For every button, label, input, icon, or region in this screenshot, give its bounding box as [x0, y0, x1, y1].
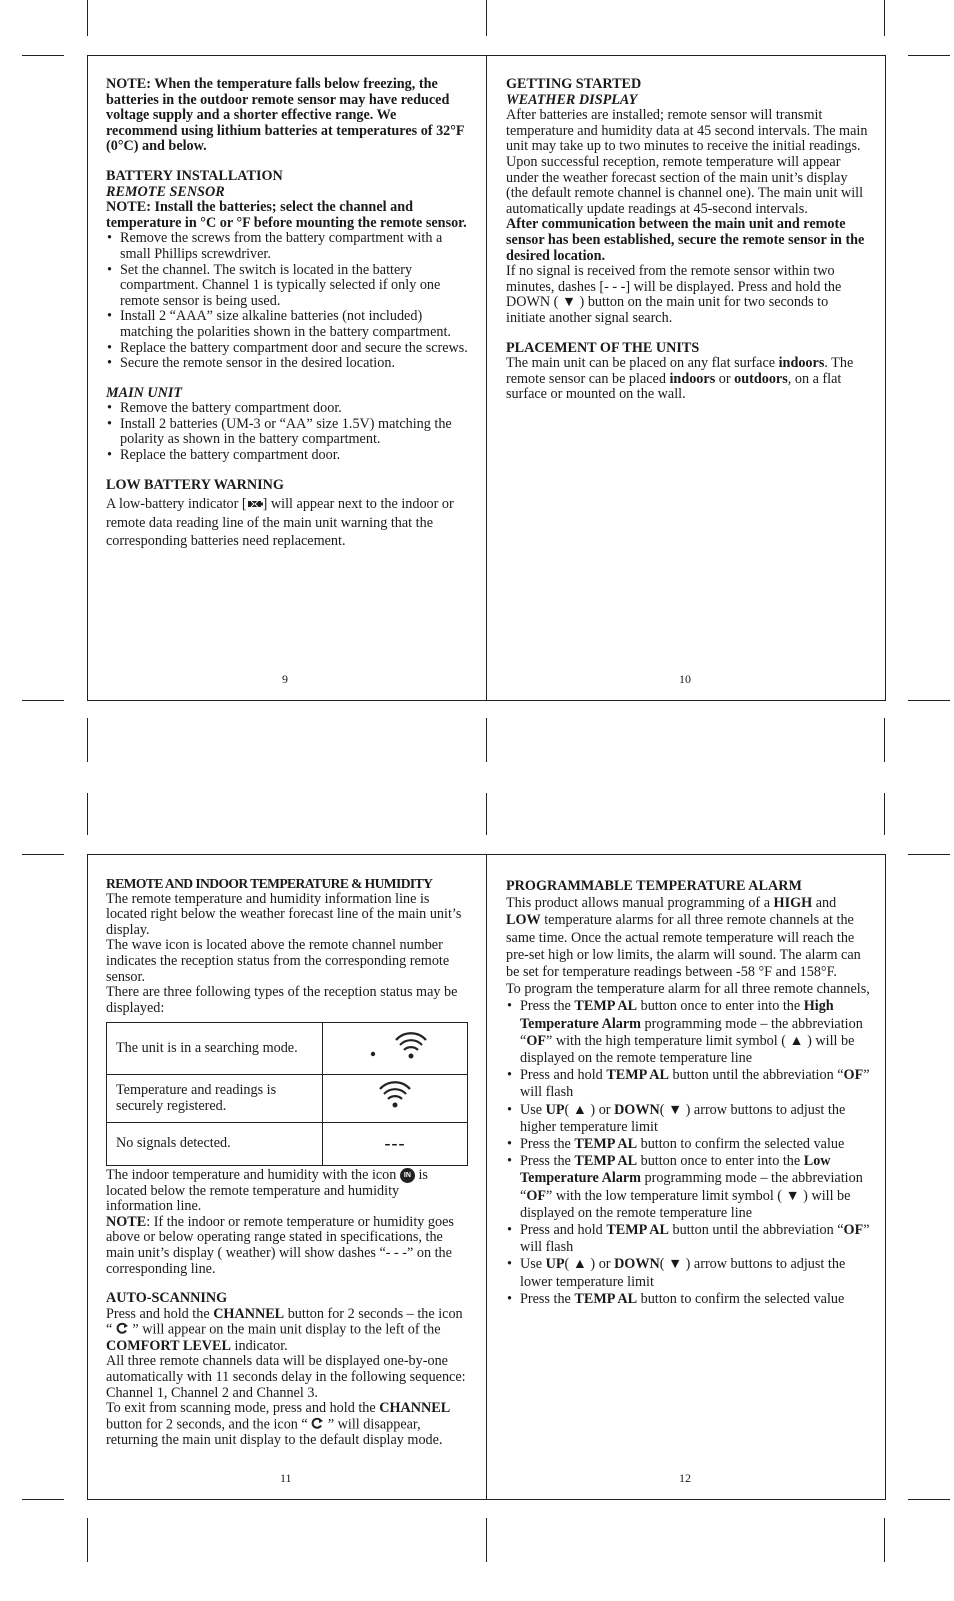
t: ” with the low temperature limit symbol (: [546, 1187, 783, 1204]
placement-text-c: . The remote sensor can be placed: [506, 355, 854, 387]
intro-b: and: [812, 895, 837, 912]
page-number-11: 11: [280, 1471, 292, 1485]
t: Press the: [520, 1136, 575, 1153]
t: ) or: [590, 1101, 615, 1118]
t: ) or: [590, 1256, 615, 1273]
list-item: • Remove the screws from the battery compartment with a small Phillips screwdriver.: [106, 231, 468, 262]
crop-mark: [908, 700, 950, 701]
status-text: The unit is in a searching mode.: [107, 1023, 323, 1075]
status-text: No signals detected.: [107, 1122, 323, 1165]
crop-mark: [884, 793, 885, 835]
list-item: [506, 1153, 870, 1222]
as3-c: ” will disappear, returning the main unit display to the default display mode.: [106, 1416, 443, 1449]
main-unit-steps: [106, 401, 468, 463]
up-arrow-icon: ▲: [789, 1032, 804, 1049]
table-row: [107, 1023, 468, 1075]
placement-text-f: outdoors: [734, 370, 788, 387]
searching-signal-icon: [323, 1023, 468, 1075]
t: TEMP AL: [606, 1067, 669, 1084]
crop-mark: [22, 1499, 64, 1500]
weather-display-text: After batteries are installed; remote sensor will transmit temperature and humidity data at 45 second intervals. The main unit may take up to two minutes to receive the initial readings. Upon successful reception, remote temperature will appear under the weather forecast section of the main unit’s display (the default remote channel is channel one). The main unit will automatically update readings at 45-second intervals.: [506, 107, 868, 217]
placement-text-a: The main unit can be placed on any flat surface: [506, 355, 779, 372]
t: button to confirm the selected value: [637, 1136, 845, 1153]
t: Use: [520, 1256, 546, 1273]
crop-mark: [884, 1518, 885, 1562]
list-item: [506, 1067, 870, 1101]
page-10: [506, 77, 868, 403]
as-d: indicator.: [230, 1337, 288, 1354]
down-arrow-icon: ▼: [668, 1256, 683, 1273]
low-battery-text-a: A low-battery indicator [: [106, 496, 247, 513]
intro-c: temperature alarms for all three remote channels at the same time. Once the actual remote temperature will reach the pre-set high or low limits, the alarm will sound. The alarm can be set for temperature readings between -58 °F and 158°F.: [506, 912, 861, 981]
main-unit-subheading: MAIN UNIT: [106, 384, 183, 401]
crop-mark: [884, 0, 885, 36]
indoor-in-icon: IN: [400, 1168, 415, 1183]
crop-mark: [908, 854, 950, 855]
t: OF: [843, 1067, 864, 1084]
down-arrow-icon: ▼: [668, 1101, 683, 1118]
status-text: Temperature and readings is securely registered.: [107, 1075, 323, 1123]
no-signal-text-b: ) button on the main unit for two seconds to initiate another signal search.: [506, 294, 829, 326]
remote-indoor-text-3: There are three following types of the reception status may be displayed:: [106, 984, 458, 1016]
t: ” will flash: [520, 1222, 870, 1256]
as-a: Press and hold the: [106, 1305, 214, 1322]
no-signal-text: [506, 264, 868, 326]
no-signal-text-a: If no signal is received from the remote sensor within two minutes, dashes [- - -] will be displayed. Press and hold the DOWN (: [506, 263, 842, 311]
t: TEMP AL: [574, 1136, 638, 1153]
signal-waves-icon: [323, 1075, 468, 1123]
scan-loop-icon: [311, 1417, 324, 1434]
install-note: NOTE: Install the batteries; select the channel and temperature in °C or °F before mounting the remote sensor.: [106, 199, 467, 231]
up-arrow-icon: ▲: [572, 1256, 587, 1273]
t: OF: [526, 1032, 547, 1049]
intro-a: This product allows manual programming of a: [506, 895, 774, 912]
placement-text-g: , on a flat surface or mounted on the wall.: [506, 370, 842, 403]
list-item: • Set the channel. The switch is located in the battery compartment. Channel 1 is typically selected if only one remote sensor is being used.: [106, 263, 468, 310]
t: OF: [843, 1222, 864, 1239]
as-comfort: COMFORT LEVEL: [106, 1337, 231, 1354]
t: ) will be displayed on the remote temperature line: [520, 1187, 851, 1221]
as-b: button for 2 seconds – the icon “: [106, 1305, 463, 1338]
down-arrow-icon: ▼: [785, 1187, 800, 1204]
t: High Temperature Alarm: [520, 998, 834, 1032]
remote-sensor-steps: [106, 231, 468, 371]
t: ) will be displayed on the remote temperature line: [520, 1032, 855, 1067]
intro-low: LOW: [506, 912, 541, 929]
auto-scanning-text-3: [106, 1401, 468, 1449]
t: Press and hold: [520, 1222, 607, 1239]
alarm-intro: [506, 895, 870, 981]
crop-mark: [22, 854, 64, 855]
crop-mark: [486, 1518, 487, 1562]
crop-mark: [908, 1499, 950, 1500]
t: DOWN: [614, 1101, 660, 1118]
reception-status-table: [106, 1022, 468, 1166]
low-battery-text: [106, 495, 468, 550]
list-item: • Install 2 batteries (UM-3 or “AA” size 1.5V) matching the polarity as shown in the battery compartment.: [106, 417, 468, 448]
auto-scanning-heading: AUTO-SCANNING: [106, 1290, 228, 1307]
list-item: • Use UP( ▲ ) or DOWN( ▼ ) arrow buttons to adjust the higher temperature limit: [506, 1102, 870, 1136]
alarm-steps: [506, 998, 870, 1308]
low-battery-icon: [247, 496, 263, 514]
placement-text-e: or: [715, 370, 735, 387]
t: button once to enter into the: [637, 1153, 804, 1170]
getting-started-heading: GETTING STARTED: [506, 76, 642, 92]
list-item: • Use UP( ▲ ) or DOWN( ▼ ) arrow buttons to adjust the lower temperature limit: [506, 1256, 870, 1290]
crop-mark: [22, 700, 64, 701]
t: Low Temperature Alarm: [520, 1153, 831, 1187]
as-channel: CHANNEL: [213, 1305, 285, 1322]
t: TEMP AL: [574, 998, 638, 1015]
crop-mark: [486, 718, 487, 762]
battery-installation-heading: BATTERY INSTALLATION: [106, 167, 283, 184]
table-row: [107, 1075, 468, 1123]
t: button once to enter into the: [637, 998, 804, 1015]
page-number-10: 10: [679, 672, 691, 686]
remote-indoor-heading: REMOTE AND INDOOR TEMPERATURE & HUMIDITY: [106, 876, 433, 891]
list-item: • Secure the remote sensor in the desired location.: [106, 356, 468, 372]
page-11: [106, 876, 468, 1449]
page-number-12: 12: [679, 1471, 691, 1485]
secure-sensor-note: After communication between the main unit and remote sensor has been established, secure the remote sensor in the desired location.: [506, 216, 865, 264]
crop-mark: [908, 55, 950, 56]
list-item: [506, 1136, 870, 1153]
up-arrow-icon: ▲: [572, 1101, 587, 1118]
crop-mark: [87, 793, 88, 835]
list-item: • Replace the battery compartment door and secure the screws.: [106, 341, 468, 357]
t: Press the: [520, 1153, 575, 1170]
t: TEMP AL: [606, 1222, 669, 1239]
down-arrow-icon: ▼: [561, 294, 576, 311]
t: button to confirm the selected value: [637, 1290, 845, 1307]
low-battery-text-b: ] will appear next to the indoor or remote data reading line of the main unit warning that the corresponding batteries need replacement.: [106, 496, 454, 549]
crop-mark: [486, 793, 487, 835]
indoor-text-a: The indoor temperature and humidity with the icon: [106, 1166, 400, 1183]
list-item: [506, 1291, 870, 1308]
intro-high: HIGH: [773, 895, 813, 912]
table-row: [107, 1122, 468, 1165]
crop-mark: [22, 55, 64, 56]
t: button until the abbreviation “: [668, 1067, 844, 1084]
t: Press the: [520, 1290, 575, 1307]
t: ” with the high temperature limit symbol (: [546, 1032, 786, 1049]
page-9: [106, 77, 468, 550]
list-item: • Replace the battery compartment door.: [106, 448, 468, 464]
range-note-label: NOTE: [106, 1213, 147, 1230]
t: button until the abbreviation “: [668, 1222, 844, 1239]
crop-mark: [87, 718, 88, 762]
as3-a: To exit from scanning mode, press and hold the: [106, 1400, 380, 1417]
t: OF: [526, 1187, 547, 1204]
indoor-text: [106, 1168, 468, 1215]
scan-loop-icon: [116, 1322, 129, 1339]
alarm-intro-2: To program the temperature alarm for all three remote channels,: [506, 981, 870, 998]
remote-sensor-subheading: REMOTE SENSOR: [106, 183, 225, 200]
indoor-text-b: is located below the remote temperature and humidity information line.: [106, 1166, 428, 1215]
t: TEMP AL: [574, 1153, 638, 1170]
list-item: [506, 1222, 870, 1256]
range-note: [106, 1215, 468, 1277]
placement-heading: PLACEMENT OF THE UNITS: [506, 339, 700, 356]
placement-text-b: indoors: [778, 355, 825, 372]
weather-display-subheading: WEATHER DISPLAY: [506, 91, 638, 108]
crop-mark: [87, 0, 88, 36]
as3-b: button for 2 seconds, and the icon “: [106, 1416, 312, 1433]
t: ) arrow buttons to adjust the lower temperature limit: [520, 1256, 846, 1290]
range-note-text: : If the indoor or remote temperature or humidity goes above or below operating range stated in specifications, the main unit’s display ( weather) will show dashes “- - -” on the corresponding line.: [106, 1213, 454, 1277]
page-number-9: 9: [282, 672, 288, 686]
list-item: • Remove the battery compartment door.: [106, 401, 468, 417]
placement-text: [506, 356, 868, 403]
auto-scanning-text-2: All three remote channels data will be displayed one-by-one automatically with 11 seconds delay in the following sequence: Channel 1, Channel 2 and Channel 3.: [106, 1353, 466, 1401]
t: ” will flash: [520, 1067, 870, 1101]
temperature-alarm-heading: PROGRAMMABLE TEMPERATURE ALARM: [506, 878, 802, 894]
page-divider: [486, 56, 487, 700]
page-divider: [486, 855, 487, 1499]
crop-mark: [486, 0, 487, 36]
t: programming mode – the abbreviation “: [520, 1170, 863, 1204]
t: UP: [545, 1256, 565, 1273]
as-c: ” will appear on the main unit display to the left of the: [128, 1321, 441, 1338]
t: ) arrow buttons to adjust the higher temperature limit: [520, 1101, 846, 1135]
no-signal-dashes: ---: [323, 1122, 468, 1165]
list-item: • Install 2 “AAA” size alkaline batteries (not included) matching the polarities shown in the battery compartment.: [106, 309, 468, 340]
t: UP: [545, 1101, 565, 1118]
crop-mark: [884, 718, 885, 762]
t: Use: [520, 1101, 546, 1118]
auto-scanning-text: [106, 1307, 468, 1355]
t: DOWN: [614, 1256, 660, 1273]
t: TEMP AL: [574, 1290, 638, 1307]
remote-indoor-text-1: The remote temperature and humidity information line is located right below the weather forecast line of the main unit’s display.: [106, 890, 462, 938]
t: programming mode – the abbreviation “: [520, 1015, 863, 1049]
t: Press the: [520, 998, 575, 1015]
list-item: [506, 998, 870, 1067]
t: Press and hold: [520, 1067, 607, 1084]
as3-channel: CHANNEL: [379, 1400, 451, 1417]
placement-text-d: indoors: [669, 370, 716, 387]
crop-mark: [87, 1518, 88, 1562]
remote-indoor-text-2: The wave icon is located above the remote channel number indicates the reception status from the corresponding remote sensor.: [106, 937, 450, 985]
battery-freeze-note: NOTE: When the temperature falls below freezing, the batteries in the outdoor remote sensor may have reduced voltage supply and a shorter effective range. We recommend using lithium batteries at temperatures of 32°F (0°C) and below.: [106, 76, 465, 155]
page-12: [506, 878, 870, 1308]
low-battery-heading: LOW BATTERY WARNING: [106, 476, 284, 493]
